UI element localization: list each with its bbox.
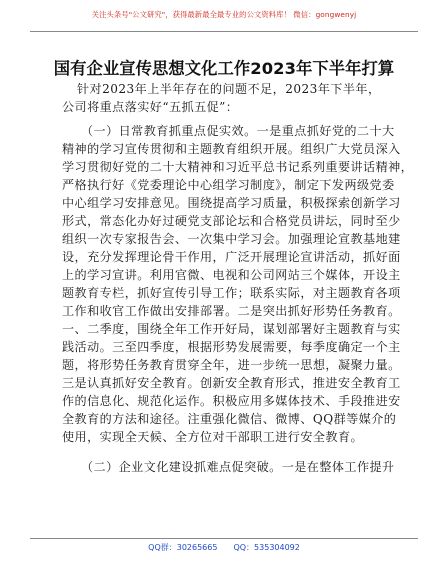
body-line: 形式，常态化办好过硬党支部论坛和合格党员讲坛，同时至少 — [62, 214, 401, 228]
body-line: （二）企业文化建设抓难点促突破。一是在整体工作提升 — [81, 460, 395, 474]
footer-divider — [30, 538, 418, 539]
footer-contact — [0, 542, 448, 553]
body-line: 严格执行好《党委理论中心组学习制度》，制定下发两级党委 — [62, 178, 395, 192]
body-line: 作的信息化、规范化运作。积极应用多媒体技术、手段推进安 — [62, 394, 401, 408]
document-title: 国有企业宣传思想文化工作2023年下半年打算 — [53, 59, 395, 78]
body-line: 针对2023年上半年存在的问题不足，2023年下半年， — [77, 82, 381, 96]
body-line: 中心组学习安排意见。围绕提高学习质量，积极探索创新学习 — [62, 196, 401, 210]
body-line: 学习贯彻好党的二十大精神和习近平总书记系列重要讲话精神， — [62, 160, 414, 174]
body-line: 工作和收官工作做出安排部署。二是突出抓好形势任务教育。 — [62, 304, 401, 318]
body-line: 一、二季度，围绕全年工作开好局，谋划部署好主题教育与实 — [62, 322, 401, 336]
body-line: 题教育专栏，抓好宣传引导工作；联系实际，对主题教育各项 — [62, 286, 401, 300]
body-line: 全教育的方法和途径。注重强化微信、微博、QQ群等媒介的 — [62, 412, 397, 426]
body-line: 公司将重点落实好“五抓五促”： — [62, 100, 239, 114]
body-line: （一）日常教育抓重点促实效。一是重点抓好党的二十大 — [81, 124, 395, 138]
header-divider — [30, 31, 418, 32]
body-line: 组织一次专家报告会、一次集中学习会。加强理论宣教基地建 — [62, 232, 401, 246]
promo-banner: 关注头条号"公文研究"，获得最新最全最专业的公文资料库！ 微信：gongwenyj — [91, 10, 357, 19]
body-line: 践活动。三至四季度，根据形势发展需要，每季度确定一个主 — [62, 340, 401, 354]
qq-label: QQ：535304092 — [233, 543, 300, 552]
body-line: 设，充分发挥理论骨干作用，广泛开展理论宣讲活动，抓好面 — [62, 250, 401, 264]
body-line: 上的学习宣讲。利用官微、电视和公司网站三个媒体，开设主 — [62, 268, 401, 282]
qq-group-label: QQ群：30265665 — [148, 543, 218, 552]
body-line: 题，将形势任务教育贯穿全年，进一步统一思想，凝聚力量。 — [62, 358, 401, 372]
body-line: 三是认真抓好安全教育。创新安全教育形式，推进安全教育工 — [62, 376, 401, 390]
body-line: 使用，实现全天候、全方位对干部职工进行安全教育。 — [62, 430, 364, 444]
body-line: 精神的学习宣传贯彻和主题教育组织开展。组织广大党员深入 — [62, 142, 401, 156]
